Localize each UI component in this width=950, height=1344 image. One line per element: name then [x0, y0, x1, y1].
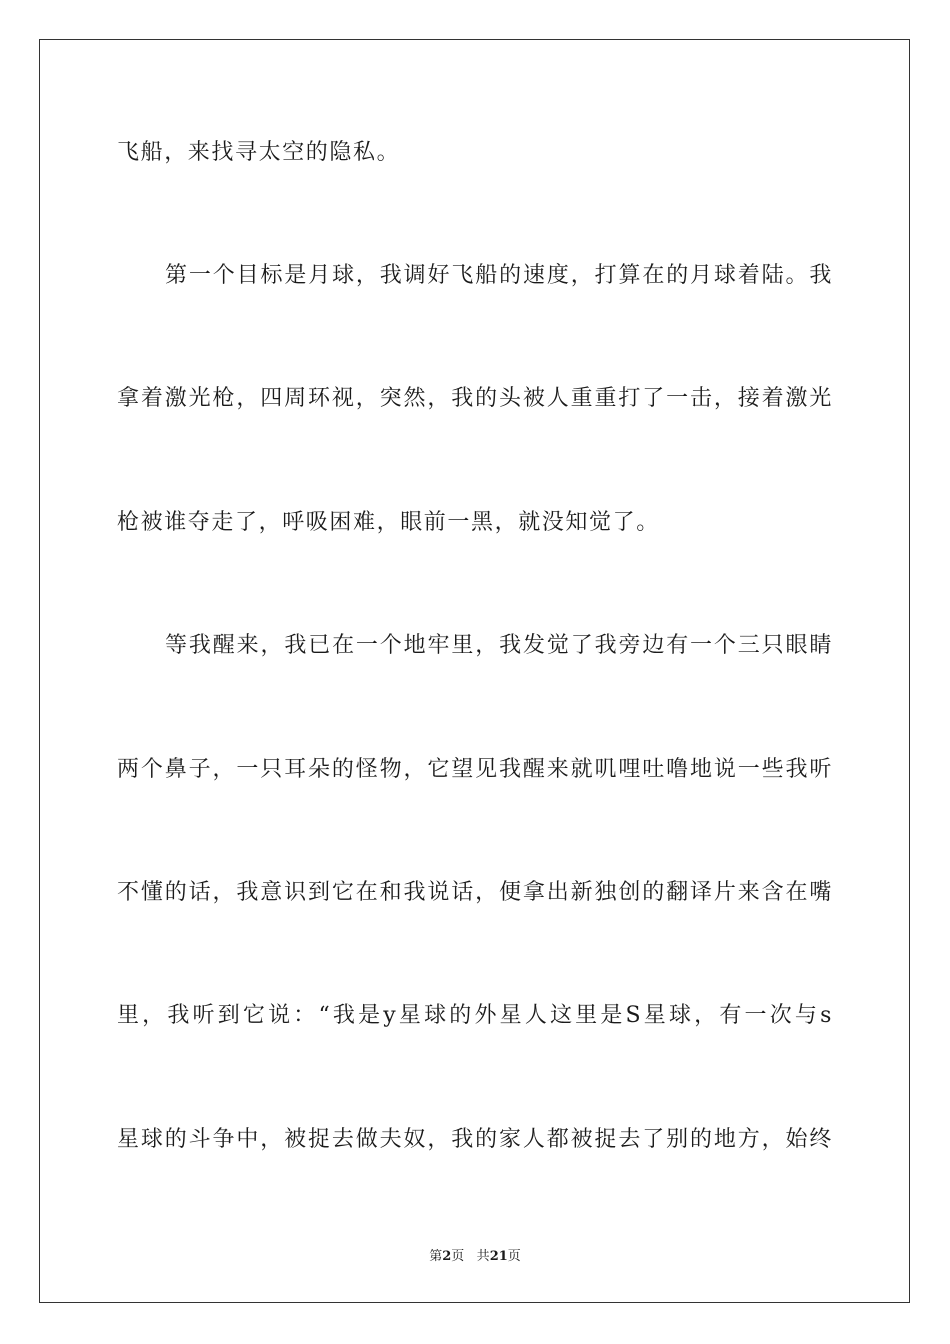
text-line-3: 拿着激光枪，四周环视，突然，我的头被人重重打了一击，接着激光 — [117, 386, 833, 411]
page-suffix: 页 — [451, 1249, 465, 1264]
text-line-2: 第一个目标是月球，我调好飞船的速度，打算在的月球着陆。我 — [165, 263, 833, 288]
text-line-9: 星球的斗争中，被捉去做夫奴，我的家人都被捉去了别的地方，始终 — [117, 1127, 833, 1152]
text-line-1: 飞船，来找寻太空的隐私。 — [117, 140, 401, 165]
text-line-4: 枪被谁夺走了，呼吸困难，眼前一黑，就没知觉了。 — [117, 510, 660, 535]
text-line-6: 两个鼻子，一只耳朵的怪物，它望见我醒来就叽哩吐噜地说一些我听 — [117, 757, 833, 782]
total-pages: 21 — [489, 1249, 508, 1264]
page-prefix: 第 — [429, 1249, 443, 1264]
page-footer — [0, 1248, 950, 1266]
text-line-8: 里，我听到它说：“我是y星球的外星人这里是S星球，有一次与s — [117, 1003, 833, 1028]
text-line-5: 等我醒来，我已在一个地牢里，我发觉了我旁边有一个三只眼睛 — [165, 633, 833, 658]
total-suffix: 页 — [507, 1249, 521, 1264]
text-line-7: 不懂的话，我意识到它在和我说话，便拿出新独创的翻译片来含在嘴 — [117, 880, 833, 905]
page-number: 2 — [442, 1249, 452, 1264]
page-border — [39, 39, 910, 1303]
total-prefix: 共 — [476, 1249, 490, 1264]
